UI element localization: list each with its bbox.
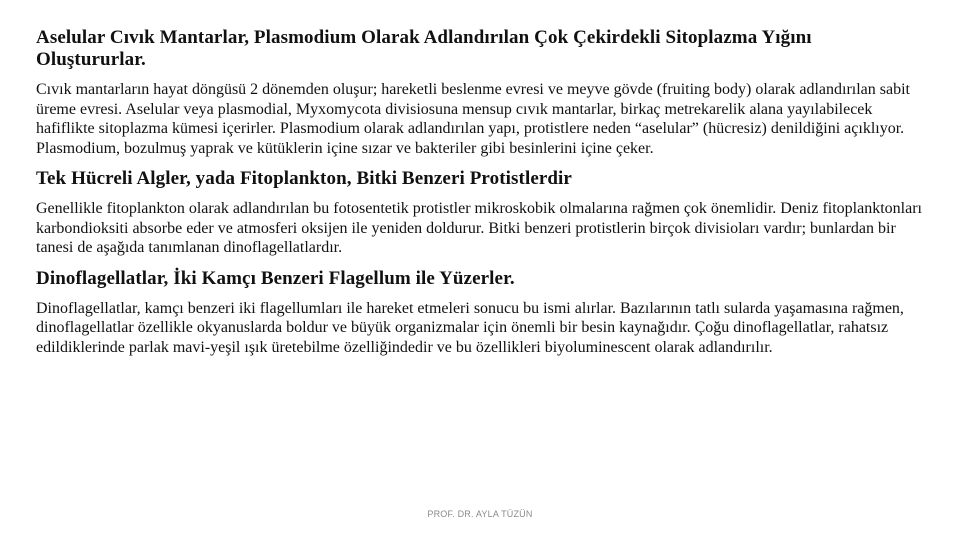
section-heading-slime-molds: Aselular Cıvık Mantarlar, Plasmodium Olarak Adlandırılan Çok Çekirdekli Sitoplazma Yığını Oluştururlar. <box>36 27 812 70</box>
section-body-phytoplankton: Genellikle fitoplankton olarak adlandırılan bu fotosentetik protistler mikroskobik olmalarına rağmen çok önemlidir. Deniz fitoplanktonları karbondioksiti absorbe eder ve atmosferi oksijen ile yeniden doldurur. Bitki benzeri protistlerin birçok divisioları vardır; bunlardan bir tanesi de aşağıda tanımlanan dinoflagellatlardır. <box>36 200 922 256</box>
slide-content <box>36 27 922 357</box>
footer-author: PROF. DR. AYLA TÜZÜN <box>427 509 533 519</box>
section-heading-dinoflagellates: Dinoflagellatlar, İki Kamçı Benzeri Flagellum ile Yüzerler. <box>36 267 515 289</box>
section-body-dinoflagellates: Dinoflagellatlar, kamçı benzeri iki flagellumları ile hareket etmeleri sonucu bu ismi alırlar. Bazılarının tatlı sularda yaşamasına rağmen, dinoflagellatlar özellikle okyanuslarda boldur ve büyük organizmalar için önemli bir besin kaynağıdır. Çoğu dinoflagellatlar, rahatsız edildiklerinde parlak mavi-yeşil ışık üretebilme özelliğindedir ve bu özellikleri biyoluminescent olarak adlandırılır. <box>36 299 904 356</box>
section-heading-phytoplankton: Tek Hücreli Algler, yada Fitoplankton, Bitki Benzeri Protistlerdir <box>36 168 572 189</box>
section-body-slime-molds: Cıvık mantarların hayat döngüsü 2 dönemden oluşur; hareketli beslenme evresi ve meyve gövde (fruiting body) olarak adlandırılan sabit üreme evresi. Aselular veya plasmodial, Myxomycota divisiosuna mensup cıvık mantarlar, birkaç metrekarelik alana yayılabilecek hafiflikte sitoplazma kümesi içerirler. Plasmodium olarak adlandırılan yapı, protistlere neden “aselular” (hücresiz) denildiğini açıklıyor. Plasmodium, bozulmuş yaprak ve kütüklerin içine sızar ve bakteriler gibi besinlerini içine çeker. <box>36 81 910 157</box>
